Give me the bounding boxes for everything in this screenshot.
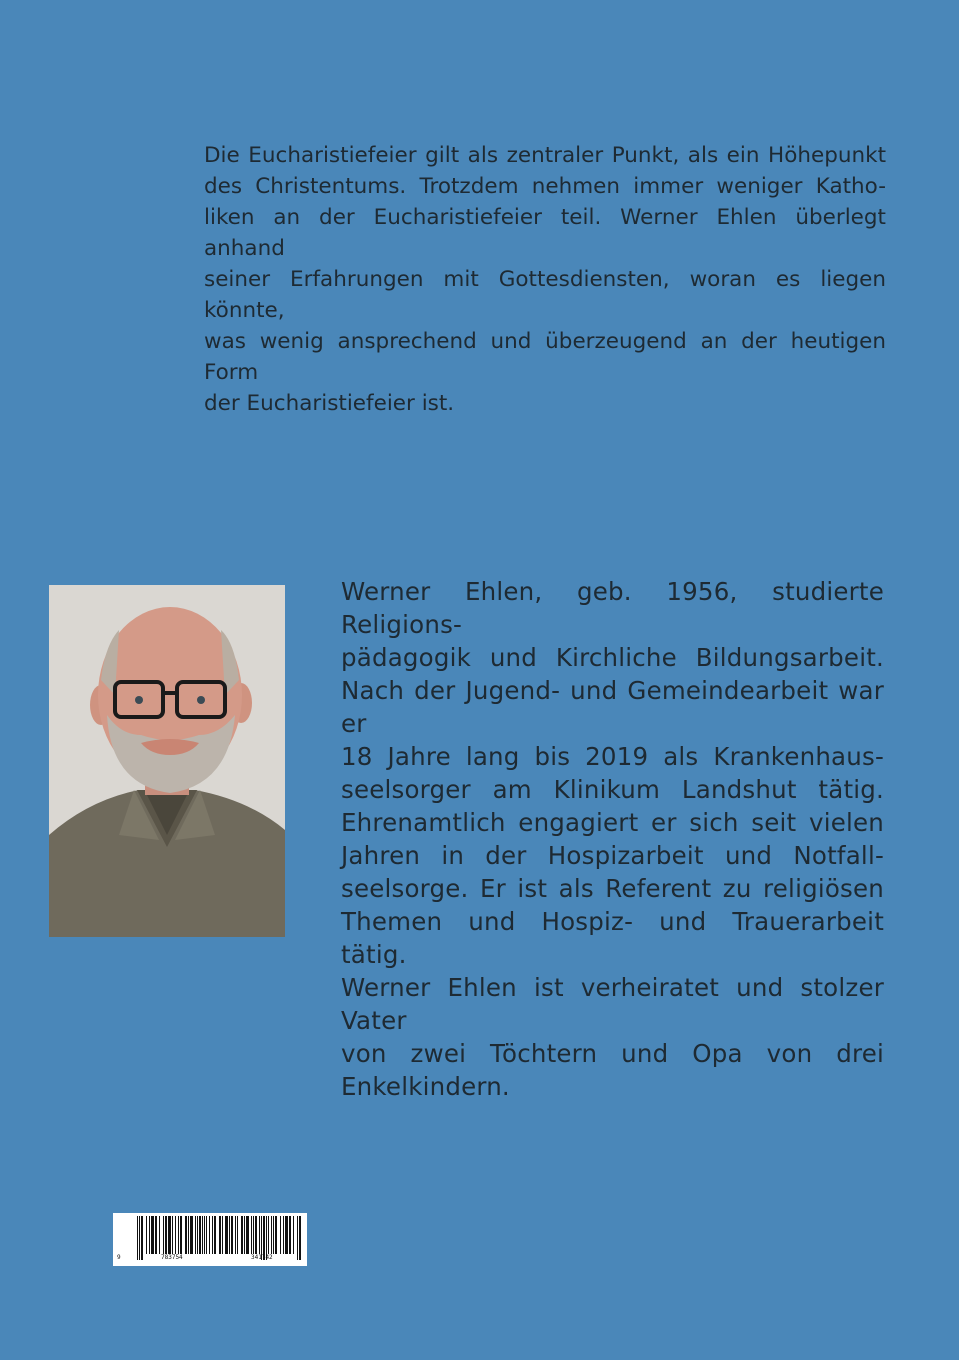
bio-line: Ehrenamtlich engagiert er sich seit vielen: [341, 808, 884, 837]
barcode-bar: [185, 1216, 187, 1254]
barcode-bar: [190, 1216, 193, 1254]
barcode-bar: [209, 1216, 210, 1254]
barcode-bar: [159, 1216, 160, 1254]
barcode-bar: [275, 1216, 277, 1254]
barcode-bar: [214, 1216, 216, 1254]
barcode-bar: [188, 1216, 189, 1254]
barcode-bar: [199, 1216, 201, 1254]
blurb-line: liken an der Eucharistiefeier teil. Werner Ehlen überlegt anhand: [204, 205, 886, 261]
blurb-line: was wenig ansprechend und überzeugend an der heutigen Form: [204, 329, 886, 385]
barcode-bar: [244, 1216, 245, 1254]
bio-line: Werner Ehlen ist verheiratet und stolzer Vater: [341, 973, 884, 1035]
back-cover-blurb: [204, 140, 886, 419]
barcode-bar: [273, 1216, 274, 1254]
barcode-bar: [178, 1216, 179, 1254]
barcode-bar: [241, 1216, 243, 1254]
barcode-bar: [155, 1216, 157, 1254]
barcode-group-right: 341742: [251, 1254, 273, 1261]
barcode-bar: [251, 1216, 252, 1254]
barcode-bar: [219, 1216, 221, 1254]
barcode-bar: [172, 1216, 173, 1254]
bio-line: Werner Ehlen, geb. 1956, studierte Religions-: [341, 577, 884, 639]
barcode-digit-first: 9: [117, 1254, 121, 1261]
barcode-bar: [202, 1216, 203, 1254]
bio-line: seelsorger am Klinikum Landshut tätig.: [341, 775, 884, 804]
barcode-group-left: 783754: [161, 1254, 183, 1261]
blurb-line: der Eucharistiefeier ist.: [204, 391, 455, 416]
barcode-bar: [197, 1216, 198, 1254]
barcode-bar: [280, 1216, 281, 1254]
blurb-line: seiner Erfahrungen mit Gottesdiensten, woran es liegen könnte,: [204, 267, 886, 323]
blurb-line: Die Eucharistiefeier gilt als zentraler Punkt, als ein Höhepunkt: [204, 143, 886, 168]
barcode-bar: [149, 1216, 150, 1254]
barcode-bar: [151, 1216, 154, 1254]
barcode-bar: [285, 1216, 288, 1254]
barcode-bar: [235, 1216, 236, 1254]
barcode-bar: [180, 1216, 182, 1254]
barcode-bar: [165, 1216, 167, 1254]
barcode-bar: [229, 1216, 230, 1254]
bio-line: pädagogik und Kirchliche Bildungsarbeit.: [341, 643, 884, 672]
barcode-bar: [283, 1216, 284, 1254]
barcode-bar: [259, 1216, 260, 1254]
bio-line: 18 Jahre lang bis 2019 als Krankenhaus-: [341, 742, 884, 771]
bio-line: Themen und Hospiz- und Trauerarbeit tätig.: [341, 907, 884, 969]
bio-line: Jahren in der Hospizarbeit und Notfall-: [341, 841, 884, 870]
barcode-bar: [168, 1216, 171, 1254]
bio-line: von zwei Töchtern und Opa von drei: [341, 1039, 884, 1068]
barcode-bar: [225, 1216, 228, 1254]
barcode-bar: [237, 1216, 238, 1254]
barcode-bar: [222, 1216, 223, 1254]
barcode-bar: [195, 1216, 196, 1254]
bio-line: Nach der Jugend- und Gemeindearbeit war er: [341, 676, 884, 738]
barcode-bar: [293, 1216, 294, 1254]
bio-line: Enkelkindern.: [341, 1072, 510, 1101]
barcode-bar: [206, 1216, 207, 1254]
barcode-bar: [246, 1216, 249, 1254]
barcode-bar: [146, 1216, 147, 1254]
isbn-barcode: [113, 1213, 307, 1266]
barcode-bar: [255, 1216, 257, 1254]
barcode-bar: [271, 1216, 272, 1254]
barcode-bar: [268, 1216, 269, 1254]
barcode-bar: [289, 1216, 291, 1254]
bio-line: seelsorge. Er ist als Referent zu religiösen: [341, 874, 884, 903]
barcode-bar: [253, 1216, 254, 1254]
barcode-bar: [212, 1216, 213, 1254]
author-bio: [341, 575, 884, 1103]
barcode-bar: [231, 1216, 233, 1254]
barcode-bar: [204, 1216, 205, 1254]
blurb-line: des Christentums. Trotzdem nehmen immer weniger Katho-: [204, 174, 886, 199]
barcode-bar: [163, 1216, 164, 1254]
author-photo: [49, 585, 285, 937]
barcode-bar: [175, 1216, 176, 1254]
